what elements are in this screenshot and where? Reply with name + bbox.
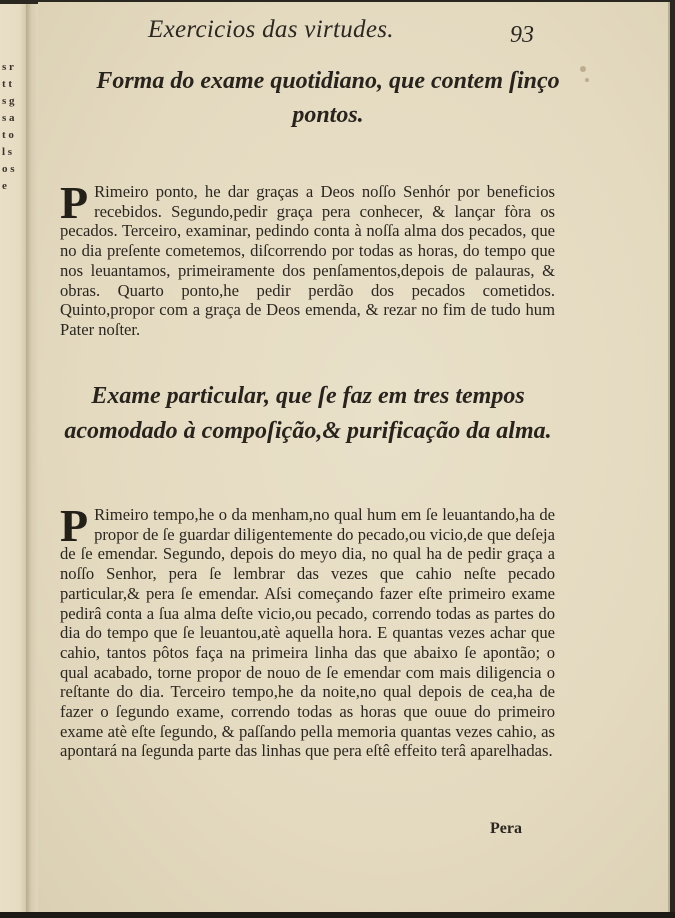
facing-page-bleed-text: s r t ts g s a t o l s o s e bbox=[2, 61, 15, 192]
book-page bbox=[38, 2, 670, 912]
drop-cap: P bbox=[60, 177, 89, 228]
paragraph-text: Rimeiro ponto, he dar graças a Deos noſſo Senhór por beneficios recebidos. Segundo,pedir graça pera conhecer, & lançar fòra os pecados. Terceiro, examinar, pedindo conta à noſſa alma dos pecados, que no dia preſente cometemos, diſcorrendo por todas as horas, do tempo que nos leuantamos, primeiramente dos penſamentos,depois de palauras, & obras. Quarto ponto,he pedir perdão dos pecados cometidos. Quinto,propor com a graça de Deos emenda, & rezar no fim de tudo hum Pater noſter. bbox=[60, 182, 555, 339]
facing-page-edge bbox=[0, 4, 28, 912]
paper-stain bbox=[585, 78, 589, 82]
page-bottom-edge bbox=[0, 912, 675, 918]
page-number: 93 bbox=[510, 22, 534, 48]
paragraph-particular-exam bbox=[60, 500, 555, 761]
section-heading-particular-exam: Exame particular, que ſe faz em tres tempos acomodado à compoſição,& purificação da alma. bbox=[64, 383, 552, 444]
section-heading-daily-exam: Forma do exame quotidiano, que contem ſinço pontos. bbox=[96, 68, 560, 128]
running-head: Exercicios das virtudes. bbox=[148, 16, 394, 43]
drop-cap: P bbox=[60, 500, 89, 551]
paper-stain bbox=[580, 66, 586, 72]
paragraph-text: Rimeiro tempo,he o da menham,no qual hum em ſe leuantando,ha de propor de ſe guardar diligentemente do pecado,ou vicio,de que deſeja de ſe emendar. Segundo, depois do meyo dia, no qual ha de pedir graça a noſſo Senhor, pera ſe lembrar das vezes que cahio neſte pecado particular,& pera ſe emendar. Aſsi começando fazer eſte primeiro exame pedirâ conta a ſua alma deſte vicio,ou pecado, correndo todas as partes do dia do tempo que ſe leuantou,atè aquella hora. E quantas vezes achar que cahio, tantos pôtos faça na primeira linha das que abaixo ſe apontão; o qual acabado, torne propor de nouo de ſe emendar com mais diligencia o reſtante do dia. Terceiro tempo,he da noite,no qual depois de cea,ha de fazer o ſegundo exame, correndo todas as horas que ouue do primeiro exame atè eſte ſegundo, & paſſando pella memoria quantas vezes cahio, as apontará na ſegunda parte das linhas que pera eſtê effeito terâ aparelhadas. bbox=[60, 505, 555, 761]
paragraph-daily-exam bbox=[60, 177, 555, 340]
catchword: Pera bbox=[490, 820, 522, 837]
